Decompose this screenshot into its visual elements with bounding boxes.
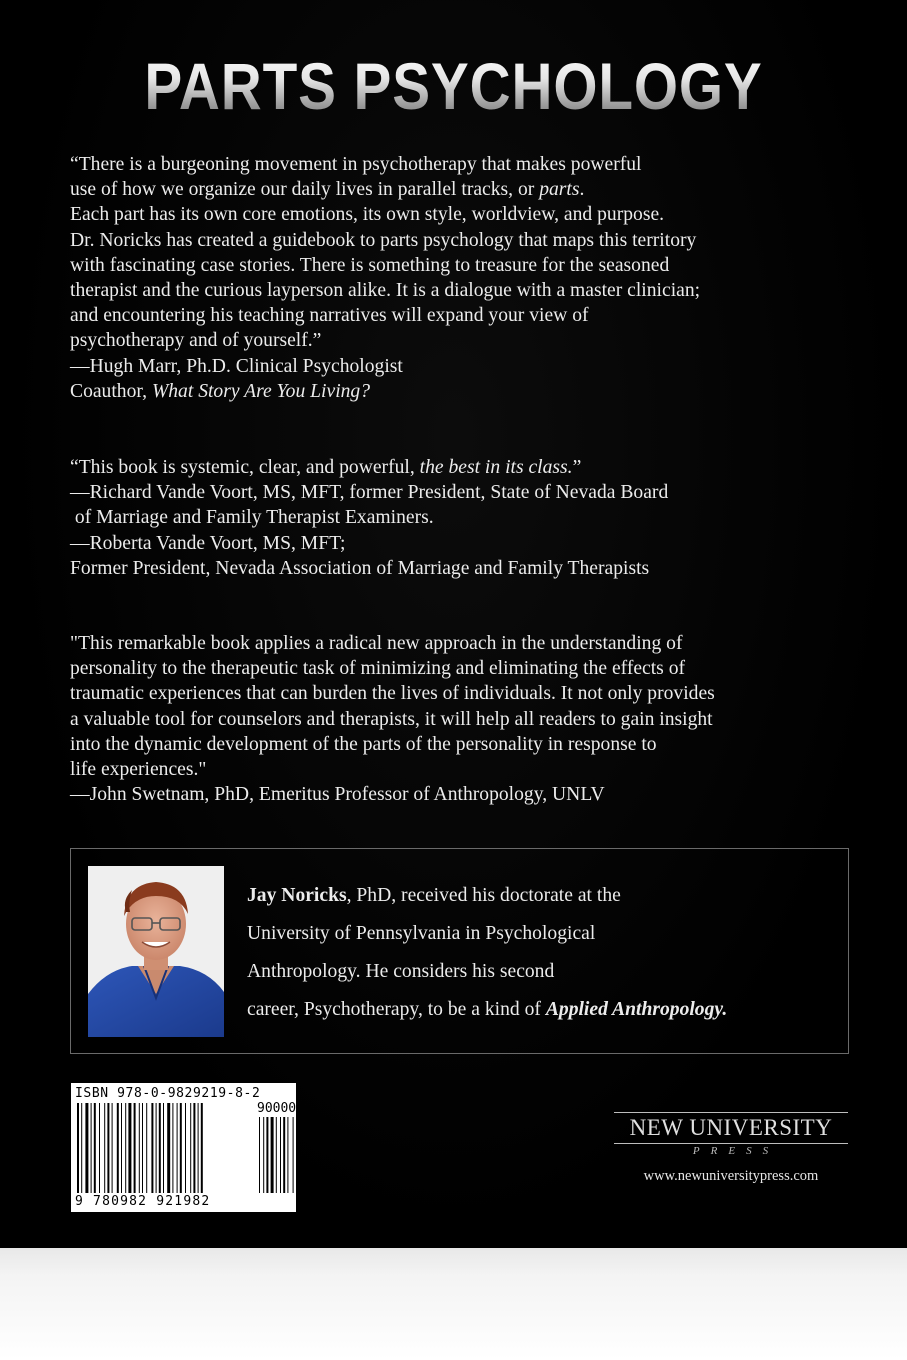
quote-line: Each part has its own core emotions, its own style, worldview, and purpose. (70, 204, 665, 226)
quote-attribution: —Richard Vande Voort, MS, MFT, former President, State of Nevada Board (70, 482, 669, 504)
quote-line: “There is a burgeoning movement in psychotherapy that makes powerful (70, 154, 642, 175)
quote-line: a valuable tool for counselors and therapists, it will help all readers to gain insight (70, 708, 713, 730)
bio-emphasis: Applied Anthropology. (545, 999, 728, 1020)
quote-attribution: Former President, Nevada Association of Marriage and Family Therapists (70, 557, 650, 579)
ean-digits: 9 780982 921982 (75, 1194, 211, 1209)
quote-line: Dr. Noricks has created a guidebook to parts psychology that maps this territory (70, 229, 697, 251)
page-background-strip (0, 1248, 907, 1360)
author-photo (88, 866, 224, 1037)
isbn-barcode (71, 1083, 296, 1212)
publisher-sub: PRESS (692, 1145, 780, 1157)
publisher-name: NEW UNIVERSITY (629, 1115, 833, 1140)
book-title-italic: What Story Are You Living? (151, 380, 371, 402)
author-portrait-image (88, 866, 224, 1037)
bio-line: Anthropology. He considers his second (247, 961, 555, 982)
quote-line: with fascinating case stories. There is something to treasure for the seasoned (70, 254, 670, 276)
quote-line: personality to the therapeutic task of minimizing and eliminating the effects of (70, 658, 686, 680)
bio-line: University of Pennsylvania in Psychological (247, 923, 596, 944)
quote-attribution: Coauthor, What Story Are You Living? (70, 380, 371, 402)
quote-attribution: —John Swetnam, PhD, Emeritus Professor of Anthropology, UNLV (70, 784, 605, 806)
publisher-url: www.newuniversitypress.com (643, 1168, 819, 1184)
quote-attribution: —Hugh Marr, Ph.D. Clinical Psychologist (70, 355, 403, 377)
quote-line: "This remarkable book applies a radical new approach in the understanding of (70, 633, 683, 654)
publisher-logo (612, 1112, 850, 1158)
quote-line: therapist and the curious layperson alike. It is a dialogue with a master clinician; (70, 280, 701, 302)
quote-line: and encountering his teaching narratives will expand your view of (70, 305, 589, 327)
endorsement-quote-marr (70, 152, 870, 404)
bio-line: career, Psychotherapy, to be a kind of Applied Anthropology. (247, 999, 728, 1020)
quote-line: psychotherapy and of yourself.” (70, 330, 322, 352)
quote-attribution: —Roberta Vande Voort, MS, MFT; (70, 532, 346, 554)
book-title: PARTS PSYCHOLOGY (63, 48, 843, 124)
quote-line: “This book is systemic, clear, and powerful, the best in its class.” (70, 457, 582, 478)
quote-italic-phrase: the best in its class. (419, 457, 573, 478)
author-name: Jay Noricks (247, 885, 347, 906)
price-code: 90000 (257, 1101, 296, 1116)
bio-line: Jay Noricks, PhD, received his doctorate at the (247, 885, 621, 906)
isbn-label: ISBN 978-0-9829219-8-2 (75, 1086, 261, 1101)
barcode-bars (71, 1083, 296, 1212)
quote-line: into the dynamic development of the parts of the personality in response to (70, 733, 657, 755)
quote-attribution: of Marriage and Family Therapist Examiners. (70, 507, 434, 529)
author-bio (247, 877, 847, 1029)
quote-line: traumatic experiences that can burden the lives of individuals. It not only provides (70, 683, 715, 705)
quote-line: life experiences." (70, 759, 207, 781)
quote-italic-word: parts (539, 179, 580, 201)
endorsement-quote-vande-voort (70, 455, 870, 581)
endorsement-quote-swetnam (70, 631, 870, 807)
quote-line: use of how we organize our daily lives in parallel tracks, or parts. (70, 179, 585, 201)
